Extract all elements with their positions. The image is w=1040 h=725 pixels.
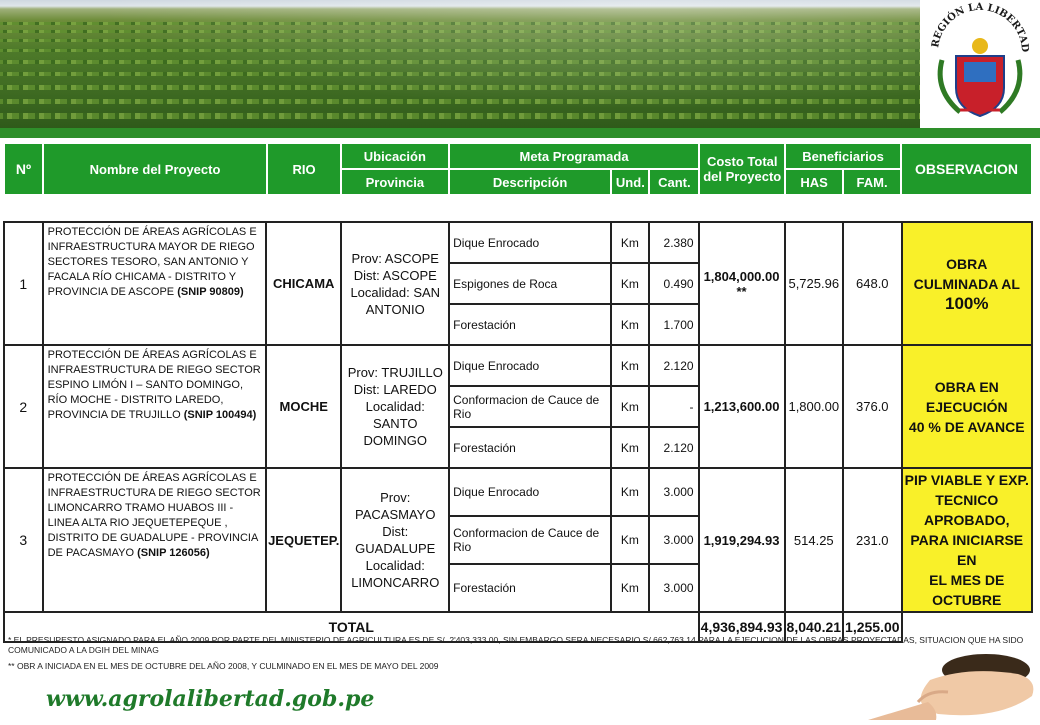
header-descripcion: Descripción <box>449 169 612 195</box>
project-costo: 1,213,600.00 <box>699 345 785 468</box>
meta-descripcion: Dique Enrocado <box>449 345 611 386</box>
meta-cant: 3.000 <box>649 564 699 612</box>
project-name: PROTECCIÓN DE ÁREAS AGRÍCOLAS E INFRAESTRUCTURA DE RIEGO SECTOR ESPINO LIMÓN I – SANTO DOMINGO, RÍO MOCHE - DISTRITO LAREDO, PROVINCIA DE TRUJILLO (SNIP 100494) <box>43 345 266 468</box>
meta-cant: 3.000 <box>649 468 699 516</box>
project-fam: 231.0 <box>843 468 902 612</box>
meta-cant: 2.120 <box>649 427 699 468</box>
project-number: 3 <box>4 468 43 612</box>
meta-descripcion: Conformacion de Cauce de Rio <box>449 516 611 564</box>
projects-table <box>3 142 1033 635</box>
project-costo: 1,804,000.00 ** <box>699 222 785 345</box>
header-fam: FAM. <box>843 169 901 195</box>
header-divider <box>0 128 1040 138</box>
project-fam: 648.0 <box>843 222 902 345</box>
project-has: 5,725.96 <box>785 222 844 345</box>
meta-cant: 2.380 <box>649 222 699 263</box>
meta-und: Km <box>611 345 649 386</box>
meta-und: Km <box>611 222 649 263</box>
meta-cant: 2.120 <box>649 345 699 386</box>
website-url[interactable]: www.agrolalibertad.gob.pe <box>46 686 375 712</box>
header-costo-line2: del Proyecto <box>703 169 782 184</box>
project-rio: MOCHE <box>266 345 341 468</box>
project-number: 1 <box>4 222 43 345</box>
meta-und: Km <box>611 564 649 612</box>
project-has: 1,800.00 <box>785 345 844 468</box>
table-header-row <box>4 143 1032 169</box>
header-cant: Cant. <box>649 169 699 195</box>
project-row <box>4 345 1032 386</box>
project-ubicacion: Prov: ASCOPE Dist: ASCOPE Localidad: SAN ANTONIO <box>341 222 449 345</box>
footnote-2: ** OBR A INICIADA EN EL MES DE OCTUBRE DEL AÑO 2008, Y CULMINADO EN EL MES DE MAYO DEL 2009 <box>8 661 439 671</box>
projects-body <box>3 221 1033 643</box>
meta-cant: - <box>649 386 699 427</box>
meta-und: Km <box>611 386 649 427</box>
header-nombre: Nombre del Proyecto <box>43 143 267 195</box>
project-number: 2 <box>4 345 43 468</box>
project-observacion: OBRA EN EJECUCIÓN 40 % DE AVANCE <box>902 345 1032 468</box>
meta-descripcion: Dique Enrocado <box>449 222 611 263</box>
header-observacion: OBSERVACION <box>901 143 1032 195</box>
project-ubicacion: Prov: PACASMAYO Dist: GUADALUPE Localidad: LIMONCARRO <box>341 468 449 612</box>
header-has: HAS <box>785 169 843 195</box>
meta-descripcion: Dique Enrocado <box>449 468 611 516</box>
meta-cant: 1.700 <box>649 304 699 345</box>
farm-field-banner <box>0 0 920 128</box>
project-row <box>4 468 1032 516</box>
project-fam: 376.0 <box>843 345 902 468</box>
header-rio: RIO <box>267 143 341 195</box>
total-has: 8,040.21 <box>785 612 844 642</box>
project-snip: (SNIP 90809) <box>177 286 244 298</box>
header-n: Nº <box>4 143 43 195</box>
meta-cant: 0.490 <box>649 263 699 304</box>
header-meta: Meta Programada <box>449 143 700 169</box>
project-costo: 1,919,294.93 <box>699 468 785 612</box>
meta-und: Km <box>611 304 649 345</box>
header-provincia: Provincia <box>341 169 449 195</box>
header-und: Und. <box>611 169 649 195</box>
crest-text: REGIÓN LA LIBERTAD <box>930 1 1031 53</box>
project-has: 514.25 <box>785 468 844 612</box>
project-name: PROTECCIÓN DE ÁREAS AGRÍCOLAS E INFRAESTRUCTURA MAYOR DE RIEGO SECTORES TESORO, SAN ANTONIO Y FACALA RÍO CHICAMA - DISTRITO Y PROVINCIA DE ASCOPE (SNIP 90809) <box>43 222 266 345</box>
project-observacion: PIP VIABLE Y EXP. TECNICO APROBADO, PARA INICIARSE EN EL MES DE OCTUBRE <box>902 468 1032 612</box>
meta-descripcion: Forestación <box>449 564 611 612</box>
meta-descripcion: Forestación <box>449 304 611 345</box>
meta-descripcion: Forestación <box>449 427 611 468</box>
header-beneficiarios: Beneficiarios <box>785 143 901 169</box>
total-label: TOTAL <box>4 612 699 642</box>
project-row <box>4 222 1032 263</box>
total-costo: 4,936,894.93 <box>699 612 785 642</box>
meta-und: Km <box>611 263 649 304</box>
meta-cant: 3.000 <box>649 516 699 564</box>
meta-descripcion: Espigones de Roca <box>449 263 611 304</box>
meta-und: Km <box>611 427 649 468</box>
project-name: PROTECCIÓN DE ÁREAS AGRÍCOLAS E INFRAESTRUCTURA DE RIEGO SECTOR LIMONCARRO TRAMO HUABOS III - LINEA ALTA RIO JEQUETEPEQUE , DISTRITO DE GUADALUPE - PROVINCIA DE PACASMAYO (SNIP 126056) <box>43 468 266 612</box>
project-snip: (SNIP 100494) <box>183 409 257 421</box>
project-rio: JEQUETEP. <box>266 468 341 612</box>
header-costo <box>699 143 785 195</box>
project-rio: CHICAMA <box>266 222 341 345</box>
projects-table-grid <box>3 142 1033 221</box>
region-crest-logo <box>920 0 1040 128</box>
footnote-1: * EL PRESUPESTO ASIGNADO PARA EL AÑO 2009 POR PARTE DEL MINISTERIO DE AGRICULTURA ES DE S/. 2'403,333.00, SIN EMBARGO SERA NECESARIO S/ 662,763.14 PARA LA EJECUCION DE LAS OBRAS PROYECTADAS, SITUACION QUE HA SIDO COMUNICADO A LA DGIH DEL MINAG <box>8 635 1024 655</box>
meta-und: Km <box>611 468 649 516</box>
header-ubicacion: Ubicación <box>341 143 449 169</box>
project-snip: (SNIP 126056) <box>137 547 210 559</box>
project-observacion: OBRA CULMINADA AL 100% <box>902 222 1032 345</box>
hands-soil-image <box>868 640 1040 720</box>
total-fam: 1,255.00 <box>843 612 902 642</box>
meta-descripcion: Conformacion de Cauce de Rio <box>449 386 611 427</box>
meta-und: Km <box>611 516 649 564</box>
header-costo-line1: Costo Total <box>706 154 778 169</box>
project-ubicacion: Prov: TRUJILLO Dist: LAREDO Localidad: SANTO DOMINGO <box>341 345 449 468</box>
